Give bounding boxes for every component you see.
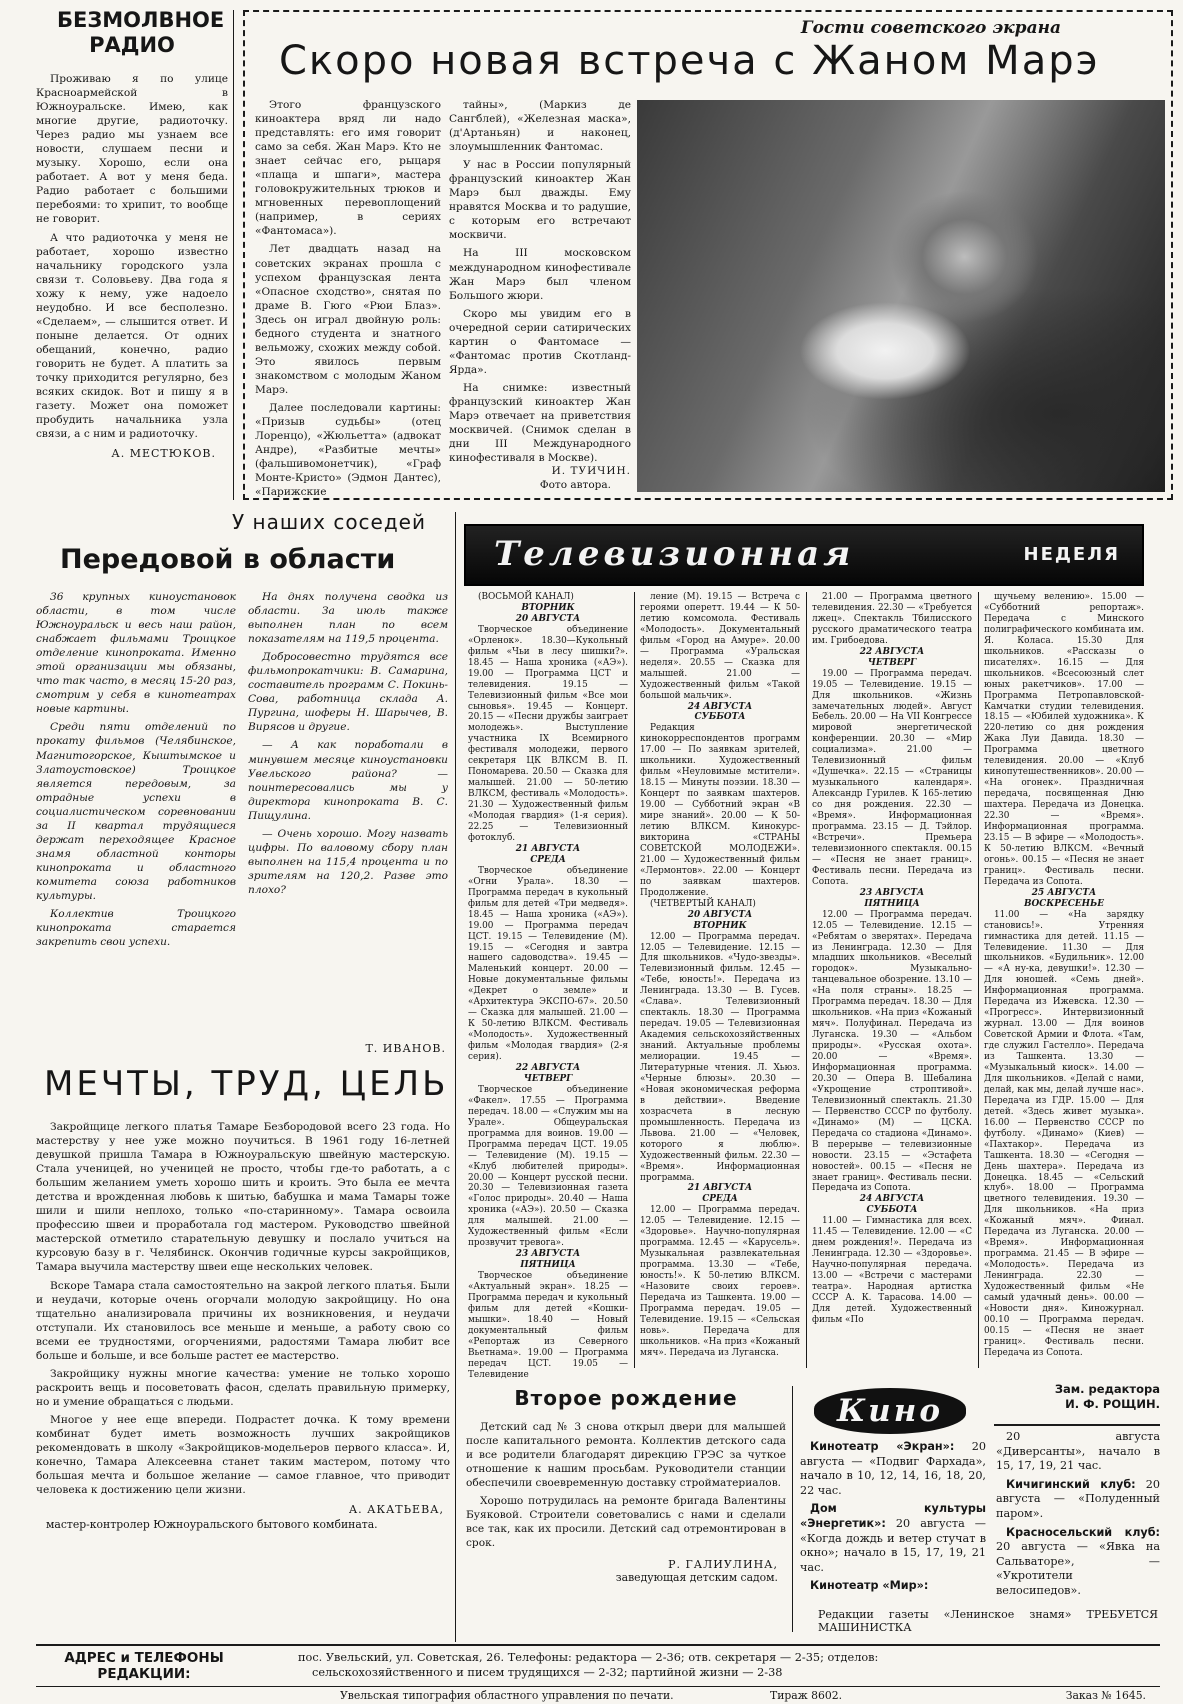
kino-venue: Кинотеатр «Экран»: [810, 1440, 955, 1453]
tv-program-listing: (ВОСЬМОЙ КАНАЛ) [478, 592, 574, 602]
tv-day-heading: ВТОРНИК [521, 602, 575, 613]
feature-paragraph: Скоро мы увидим его в очередной серии сатирических картин о Фантомасе — «Фантомас против Скотланд-Ярда». [449, 307, 631, 376]
dreams-paragraph: Вскоре Тамара стала самостоятельно на закрой легкого платья. Были и неудачи, которые очень огорчали молодую закройщицу. Но она тщательно анализировала причины их возникновения, и неудачи отступали. Их становилось все меньше и меньше, а работу свою со всеми ее трудностями, огорчениями, радостями Тамара любит все больше и больше, и все больше растет ее мастерство. [36, 1279, 450, 1362]
tv-program-listing: 11.00 — Гимнастика для всех. 11.45 — Телевидение. 12.00 — «С днем рождения!». Передача из Ленинграда. 12.30 — «Здоровье». Научно-популярная передача. 13.00 — «Встречи с мастерами театра». Народная артистка СССР А. К. Тарасова. 14.00 — Для детей. Художественный фильм «По [812, 1216, 972, 1325]
tv-day-heading: 21 АВГУСТА [687, 1183, 753, 1194]
radio-paragraph: А что радиоточка у меня не работает, хорошо известно начальнику городского узла связи т. Соловьеву. Два года я хожу к нему, уже надоело неудобно. И все бесполезно. «Сделаем», — слышится ответ. И поныне делается. От одних обещаний, конечно, радио говорить не будет. А платить за точку приходится регулярно, без всяких скидок. Вот и пишу я в газету. Может она поможет пробудить начальника узла связи, а с ним и радиоточку. [36, 231, 228, 441]
neighbors-paragraph: 36 крупных киноустановок области, в том числе Южноуральск и весь наш район, снабжает фильмами Троицкое отделение кинопроката. Именно этой организации мы обязаны, что так часто, в месяц 15-20 раз, смотрим у себя в кинотеатрах новые картины. [36, 591, 236, 716]
tv-day-heading: СУББОТА [694, 712, 746, 723]
neighbors-column-2 [248, 590, 448, 1044]
kino-listing [996, 1526, 1160, 1599]
rebirth-paragraph: Хорошо потрудилась на ремонте бригада Валентины Буяковой. Строители советовались с нами и сделали все так, как их просили. Детский сад отремонтирован в срок. [466, 1495, 786, 1550]
feature-signature-block [449, 464, 631, 496]
footer-contacts-line-1: пос. Увельский, ул. Советская, 26. Телефоны: редактора — 2-36; отв. секретаря — 2-35; отделов: [298, 1651, 879, 1664]
dreams-paragraph: Закройщику нужны многие качества: умение не только хорошо раскроить вещь и посоветовать фасон, сделать правильную примерку, но и умение обращаться с людьми. [36, 1367, 450, 1408]
rebirth-signature: Р. ГАЛИУЛИНА, [668, 1558, 778, 1572]
kino-showtimes: 20 августа «Диверсанты», начало в 15, 17, 19, 21 час. [996, 1430, 1160, 1473]
tv-day-heading: СРЕДА [702, 1194, 738, 1205]
tv-program-listing: 19.00 — Программа передач. 19.05 — Телевидение. 19.15 — Для школьников. «Жизнь замечательных людей». Август Бебель. 20.00 — На VII Конгрессе мировой энергетической конференции. 20.30 — «Мир социализма». 21.00 — Телевизионный фильм «Душечка». 22.15 — «Страницы музыкального календаря». Александр Гурилев. К 165-летию со дня рождения. 22.30 — «Время». Информационная программа. 23.15 — Д. Тэйлор. «Встречи». Премьера телевизионного спектакля. 00.15 — «Песня не знает границ». Фестиваль песни. Передача из Сопота. [812, 668, 972, 887]
tv-day-heading: ВОСКРЕСЕНЬЕ [1023, 898, 1105, 909]
neighbors-headline: Передовой в области [60, 544, 396, 575]
tv-day-heading: 22 АВГУСТА [515, 1062, 581, 1073]
radio-article [36, 8, 228, 496]
tv-schedule [468, 592, 1158, 1380]
tv-program-listing: Творческое объединение «Факел». 17.55 — Программа передач. 18.00 — «Служим мы на Урале». Общеуральская программа для воинов. 19.00 — Программа передач ЦСТ. 19.05 — Телевидение (М). 19.15 — «Клуб любителей природы». 20.00 — Концерт русской песни. 20.30 — Телевизионная газета «Голос природы». 20.40 — Наша хроника («АЭ»). 20.50 — Сказка для малышей. 21.00 — Художественный фильм «Если прозвучит тревога». [468, 1084, 628, 1249]
tv-day-heading: СУББОТА [866, 1205, 918, 1216]
radio-article-body [36, 72, 228, 441]
kino-column-2 [996, 1430, 1160, 1604]
dreams-body [36, 1120, 450, 1497]
neighbors-column-1 [36, 590, 236, 1044]
tv-day-heading: ПЯТНИЦА [520, 1260, 576, 1271]
rebirth-headline: Второе рождение [514, 1386, 738, 1410]
kino-showtimes: 20 августа — «Подвиг Фархада», начало в 10, 12, 14, 16, 18, 20, 22 час. [800, 1440, 986, 1497]
tv-program-listing: 12.00 — Программа передач. 12.05 — Телевидение. 12.15 — Для школьников. «Чудо-звезды». Телевизионный фильм. 12.45 — «Тебе, юность!». Передача из Ленинграда. 13.30 — В. Гусев. «Слава». Телевизионный спектакль. 18.30 — Программа передач. 19.05 — Телевизионная Академия сельскохозяйственных знаний. Актуальные проблемы мелиорации. 19.45 — Литературные чтения. Л. Хьюз. «Черные блюзы». 20.30 — «Новая экономическая реформа в действии». Введение хозрасчета в лесную промышленность. Передача из Львова. 21.00 — «Человек, которого я люблю». Художественный фильм. 22.30 — «Время». Информационная программа. [640, 931, 800, 1183]
tv-column [812, 592, 972, 1368]
tv-day-heading: 24 АВГУСТА [687, 701, 753, 712]
tv-program-listing: Редакция кинокорреспондентов программ 17.00 — По заявкам зрителей, школьники. Художественный фильм «Неуловимые мстители». 18.15 — Минуты поэзии. 18.30 — Концерт по заявкам шахтеров. 19.00 — Субботний экран «В мире знаний». 20.00 — К 50-летию ВЛКСМ. Кинокурс-викторина «СТРАНЫ СОВЕТСКОЙ МОЛОДЕЖИ». 21.00 — Художественный фильм «Лермонтов». 22.00 — Концерт по заявкам шахтеров. Продолжение. [640, 723, 800, 898]
dreams-paragraph: Закройщице легкого платья Тамаре Безбородовой всего 23 года. Но мастерству у нее уже можно поучиться. В 1961 году 16-летней девушкой пришла Тамара в Южноуральскую швейную мастерскую. Стала ученицей, но ученицей не просто, чтобы где-то работать, а с большим желанием уметь хорошо шить и кроить. Это была ее мечта детства и врожденная любовь к шитью, бабушка и мама Тамары тоже шили и шили неплохо, только «по-старинному». Тамара освоила профессию швеи и проработала год мастером. Руководство швейной мастерской отметило старательную девушку и послало учиться на курсовую базу в г. Челябинск. Окончив годичные курсы закройщиков, Тамара выучила мастерству швеи еще нескольких человек. [36, 1121, 450, 1274]
tv-day-heading: 22 АВГУСТА [859, 646, 925, 657]
tv-column [468, 592, 628, 1380]
radio-article-title: БЕЗМОЛВНОЕ РАДИО [57, 8, 225, 57]
tv-program-listing: щучьему велению». 15.00 — «Субботний репортаж». Передача с Минского полиграфического комбината им. Я. Коласа. 15.30 Для школьников. «Рассказы о писателях». 16.15 — Для школьников. «Всесоюзный слет юных ракетчиков». 17.00 — Программа Петропавловской-Камчатки студии телевидения. 18.15 — «Юбилей художника». К 220-летию со дня рождения Жака Луи Давида. 18.30 — Программа цветного телевидения. 20.00 — «Клуб кинопутешественников». 20.00 — «На огонек». Праздничная передача, посвященная Дню шахтера. Передача из Донецка. 22.30 — «Время». Информационная программа. 23.15 — В эфире — «Молодость». К 50-летию ВЛКСМ. «Вечный огонь». 00.15 — «Песня не знает границ». Фестиваль песни. Передача из Сопота. [984, 592, 1145, 887]
dreams-signature: А. АКАТЬЕВА, [348, 1503, 444, 1517]
editor-title: Зам. редактора [1054, 1382, 1160, 1396]
footer-label-line-2: РЕДАКЦИИ: [97, 1666, 191, 1682]
tv-program-listing: Творческое объединение «Актуальный экран». 18.25 — Программа передач и кукольный фильм для детей «Кошки-мышки». 18.40 — Новый документальный фильм «Репортаж из Северного Вьетнама». 19.00 — Программа передач ЦСТ. 19.05 — Телевидение [468, 1271, 628, 1380]
feature-column-1 [255, 98, 441, 499]
tv-day-heading: ПЯТНИЦА [864, 898, 920, 909]
kino-listing [996, 1478, 1160, 1522]
radio-paragraph: Проживаю я по улице Красноармейской в Южноуральске. Имею, как многие другие, радиоточку. Через радио мы узнаем все новости, слушаем песни и музыку. Хорошо, если она работает. А вот у меня беда. Радио работает с большими перебоями: то хрипит, то вообще не говорит. [36, 73, 228, 226]
tv-day-heading: 20 АВГУСТА [515, 613, 581, 624]
kino-venue: Кичигинский клуб: [1006, 1477, 1136, 1491]
neighbors-paragraph: — А как поработали в минувшем месяце киноустановки Увельского района? — поинтересовались мы у директора кинопроката В. С. Пищулина. [248, 739, 448, 822]
footer-contacts [298, 1650, 1158, 1684]
footer-circulation: Тираж 8602. [770, 1689, 843, 1702]
footer-imprint [340, 1688, 1160, 1704]
tv-column-divider [806, 592, 807, 1368]
kino-venue: Красносельский клуб: [1006, 1525, 1160, 1539]
tv-day-heading: 23 АВГУСТА [859, 887, 925, 898]
kino-venue: Дом культуры «Энергетик»: [800, 1502, 986, 1530]
feature-paragraph: На снимке: известный французский киноактер Жан Марэ отвечает на приветствия москвичей. (Снимок сделан в дни III Международного кинофестиваля в Москве). [449, 381, 631, 465]
kino-venue: Кинотеатр «Мир»: [810, 1579, 929, 1593]
jean-marais-photo [637, 100, 1165, 492]
neighbors-paragraph: Среди пяти отделений по прокату фильмов (Челябинское, Магнитогорское, Кыштымское и Златоустовское) Троицкое является передовым, за отрадные успехи в социалистическом соревновании за II квартал трудящиеся держат переходящее Красное знамя областной конторы кинопроката и областного комитета союза работников культуры. [36, 721, 236, 902]
rebirth-signature-role: заведующая детским садом. [615, 1571, 778, 1585]
editor-block [996, 1382, 1160, 1422]
footer-bottom-rule [36, 1686, 1160, 1687]
kino-logo-text: Кино [836, 1393, 943, 1429]
tv-day-heading: 24 АВГУСТА [859, 1194, 925, 1205]
feature-paragraph: Лет двадцать назад на советских экранах прошла с успехом французская лента «Опасное сходство», снятая по драме В. Гюго «Рюи Блаз». Здесь он играл двойную роль: бедного студента и знатного вельможу, схожих между собой. Это явилось первым знакомством с молодым Жаном Марэ. [255, 243, 441, 396]
tv-day-heading: 25 АВГУСТА [1031, 887, 1097, 898]
tv-week-banner-suffix: НЕДЕЛЯ [1023, 544, 1120, 565]
kino-showtimes: 20 августа — «Явка на Сальваторе», — «Укротители велосипедов». [996, 1540, 1160, 1597]
tv-program-listing: 11.00 — «На зарядку становись!». Утренняя гимнастика для детей. 11.15 — Телевидение. 11.30 — Для школьников. «Будильник». 12.00 — «А ну-ка, девушки!». 12.30 — Для юношей. «Семь дней». Информационная программа. Передача из Ижевска. 12.30 — «Прогресс». Интервизионный журнал. 13.00 — Для воинов Советской Армии и Флота. «Там, где служил Гастелло». Передача из Ташкента. 13.30 — «Музыкальный киоск». 14.00 — Для школьников. «Делай с нами, делай, как мы, делай лучше нас». Передача из ГДР. 15.00 — Для детей. «Здесь живет музыка». 16.00 — Первенство СССР по футболу. «Динамо» (Киев) — «Пахтакор». Передача из Ташкента. 18.30 — «Сегодня — День шахтера». Передача из Донецка. 18.45 — «Сельский клуб». 18.00 — Программа цветного телевидения. 19.30 — Для школьников. «На приз «Кожаный мяч». Финал. Передача из Луганска. 20.00 — «Время». Информационная программа. 21.45 — В эфире — «Молодость». Передача из Ленинграда. 22.30 — Художественный фильм «Не самый удачный день». 00.00 — «Новости дня». Киножурнал. 00.10 — Программа передач. 00.15 — «Песня не знает границ». Фестиваль песни. Передача из Сопота. [984, 909, 1144, 1358]
tv-program-listing: 12.00 — Программа передач. 12.05 — Телевидение. 12.15 — «Здоровье». Научно-популярная программа. 12.45 — «Карусель». Музыкальная развлекательная программа. 13.30 — «Тебе, юность!». К 50-летию ВЛКСМ. «Назовите своих героев». Передача из Ташкента. 19.00 — Программа передач. 19.05 — Телевидение. 19.15 — «Сельская новь». Передача для школьников. «На приз «Кожаный мяч». Передача из Луганска. [640, 1205, 800, 1358]
divider-editor [994, 1424, 1160, 1426]
kino-column-1 [800, 1440, 986, 1606]
feature-paragraph: У нас в России популярный французский киноактер Жан Марэ был дважды. Ему нравятся Москва и то радушие, с которым его встречают москвичи. [449, 159, 631, 242]
feature-headline: Скоро новая встреча с Жаном Марэ [279, 38, 1100, 84]
neighbors-paragraph: На днях получена сводка из области. За июль также выполнен план по всем показателям на 119,5 процента. [248, 591, 448, 646]
footer-order: Заказ № 1645. [1065, 1689, 1146, 1702]
tv-day-heading: ЧЕТВЕРГ [523, 1073, 573, 1084]
kino-listing [800, 1502, 986, 1575]
footer-label [44, 1650, 244, 1686]
dreams-headline: МЕЧТЫ, ТРУД, ЦЕЛЬ [44, 1064, 449, 1104]
neighbors-rubric: У наших соседей [231, 510, 426, 534]
tv-day-heading: 21 АВГУСТА [515, 843, 581, 854]
radio-article-signature: А. МЕСТЮКОВ. [111, 447, 216, 461]
tv-program-listing: 12.00 — Программа передач. 12.05 — Телевидение. 12.15 — «Ребятам о зверятах». Передача из Ленинграда. 12.30 — Для младших школьников. «Веселый городок». Музыкально-танцевальное обозрение. 13.10 — «На поля страны». 18.25 — Программа передач. 18.30 — Для школьников. «На приз «Кожаный мяч». Полуфинал. Передача из Луганска. 19.30 — «Альбом природы». «Русская охота». 20.00 — «Время». Информационная программа. 20.30 — Опера В. Шебалина «Укрощение строптивой». Телевизионный спектакль. 21.30 — Первенство СССР по футболу. «Динамо» (М) — ЦСКА. Передача со стадиона «Динамо». В перерыве — телевизионные новости. 23.15 — «Эстафета новостей». 00.15 — «Песня не знает границ». Фестиваль песни. Передача из Сопота. [812, 909, 972, 1194]
rebirth-body [466, 1420, 786, 1550]
tv-program-listing: ление (М). 19.15 — Встреча с героями оперетт. 19.44 — К 50-летию комсомола. Фестиваль «Молодость». Документальный фильм «Город на Амуре». 20.00 — Программа «Уральская неделя». 20.55 — Сказка для малышей. 21.00 — Художественный фильм «Такой большой мальчик». [640, 592, 800, 701]
kino-listing [800, 1579, 986, 1594]
dreams-signature-role: мастер-контролер Южноуральского бытового комбината. [46, 1518, 378, 1532]
tv-program-listing: 21.00 — Программа цветного телевидения. 22.30 — «Требуется лжец». Спектакль Тбилисского русского драматического театра им. Грибоедова. [812, 592, 972, 646]
neighbors-article [36, 510, 450, 1058]
footer-label-line-1: АДРЕС и ТЕЛЕФОНЫ [64, 1650, 224, 1666]
tv-program-listing: Творческое объединение «Орленок». 18.30—Кукольный фильм «Чьи в лесу шишки?». 18.45 — Наша хроника («АЭ»). 19.00 — Программа ЦСТ и телевидения. 19.15 — Телевизионный фильм «Все мои сыновья». 19.45 — Концерт. 20.15 — «Песни дружбы заиграет молодежь». Выступление участника IX Всемирного фестиваля молодежи, первого секретаря ЦК ВЛКСМ В. П. Пономарева. 20.50 — Сказка для малышей. 21.00 — 50-летию ВЛКСМ, фестиваль «Молодость». 21.30 — Художественный фильм «Молодая гвардия» (1-я серия). 22.25 — Телевизионный фотоклуб. [468, 624, 628, 843]
jean-marais-feature [243, 10, 1173, 500]
neighbors-paragraph: Добросовестно трудятся все фильмопрокатчики: В. Самарина, составитель программ С. Покинь-Сова, работница склада А. Пургина, шоферы Н. Шарычев, В. Вирясов и другие. [248, 651, 448, 734]
tv-day-heading: ЧЕТВЕРГ [867, 657, 917, 668]
rebirth-paragraph: Детский сад № 3 снова открыл двери для малышей после капитального ремонта. Коллектив детского сада и все родители благодарят дирекцию ГРЭС за чуткое отношение к нашим просьбам. Руководители станции обеспечили своевременную доставку стройматериалов. [466, 1421, 786, 1490]
tv-column [984, 592, 1144, 1368]
tv-week-banner [464, 524, 1144, 586]
kino-showtimes: 20 августа — «Когда дождь и ветер стучат в окно»; начало в 15, 17, 19, 21 час. [800, 1516, 986, 1574]
tv-column-divider [634, 592, 635, 1368]
dreams-article [36, 1064, 450, 1642]
tv-week-banner-title: Телевизионная [494, 534, 855, 574]
footer-top-rule [36, 1644, 1160, 1646]
feature-signature: И. ТУИЧИН. [551, 465, 631, 477]
neighbors-paragraph: — Очень хорошо. Могу назвать цифры. По валовому сбору план выполнен на 115,4 процента и по зрителям на 120,2. Разве это плохо? [248, 827, 448, 896]
neighbors-paragraph: Коллектив Троицкого кинопроката старается закрепить свои успехи. [36, 908, 236, 949]
feature-paragraph: На III московском международном кинофестивале Жан Марэ был членом Большого жюри. [449, 247, 631, 302]
feature-paragraph: Этого французского киноактера вряд ли надо представлять: его имя говорит само за себя. Жан Марэ. Кто не знает сейчас его, рыцаря «плаща и шпаги», мастера головокружительных трюков и мгновенных перевоплощений (например, в сериях «Фантомаса»). [255, 99, 441, 238]
tv-column-divider [978, 592, 979, 1368]
tv-day-heading: 23 АВГУСТА [515, 1249, 581, 1260]
kino-showtimes: 20 августа — «Полуденный паром». [996, 1477, 1160, 1520]
footer-printer: Увельская типография областного управления по печати. [340, 1689, 674, 1702]
kino-logo [814, 1388, 966, 1434]
tv-day-heading: 20 АВГУСТА [687, 909, 753, 920]
kino-listing [800, 1440, 986, 1498]
footer-contacts-line-2: сельскохозяйственного и писем трудящихся — 2-32; партийной жизни — 2-38 [312, 1666, 783, 1679]
typist-notice: Редакции газеты «Ленинское знамя» ТРЕБУЕТСЯ МАШИНИСТКА [818, 1608, 1158, 1634]
feature-photo-credit: Фото автора. [539, 479, 611, 491]
divider-rebirth-vertical [792, 1386, 793, 1632]
neighbors-signature: Т. ИВАНОВ. [365, 1042, 446, 1055]
divider-left-vertical [233, 10, 234, 500]
editor-name: И. Ф. РОЩИН. [1065, 1397, 1160, 1411]
feature-rubric: Гости советского экрана [800, 18, 1061, 38]
rebirth-article [466, 1386, 786, 1632]
kino-listing [996, 1430, 1160, 1474]
divider-middle-vertical [455, 512, 456, 1642]
dreams-paragraph: Многое у нее еще впереди. Подрастет дочка. К тому времени комбинат будет иметь возможность лучших закройщиков рекомендовать в школу «Закройщиков-модельеров первого класса». И, конечно, Тамара Алексеевна станет таким мастером, потому что большая мечта и большое желание — самое главное, что приводит человека к достижению цели жизни. [36, 1413, 450, 1497]
tv-day-heading: ВТОРНИК [693, 920, 747, 931]
feature-paragraph: Далее последовали картины: «Призыв судьбы» (отец Лоренцо), «Жюльетта» (адвокат Андре), «Разбитые мечты» (фальшивомонетчик), «Граф Монте-Кристо» (Эдмон Дантес), «Парижские [255, 401, 441, 499]
tv-program-listing: (ЧЕТВЕРТЫЙ КАНАЛ) [650, 898, 756, 909]
feature-column-2 [449, 98, 631, 492]
tv-column [640, 592, 800, 1368]
feature-paragraph: тайны», (Маркиз де Сангблей), «Железная маска», (д'Артаньян) и наконец, злоумышленник Фантомас. [449, 99, 631, 154]
tv-program-listing: Творческое объединение «Огни Урала». 18.30 — Программа передач в кукольный фильм для детей «Три медведя». 18.45 — Наша хроника («АЭ»). 19.00 — Программа передач ЦСТ. 19.15 — Телевидение (М). 19.15 — «Сегодня и завтра нашего садоводства». 19.45 — Маленький концерт. 20.00 — Новые документальные фильмы «Декрет о земле» и «Архитектура ЭКСПО-67». 20.50 — Сказка для малышей. 21.00 — К 50-летию ВЛКСМ. Фестиваль «Молодость». Художественный фильм «Молодая гвардия» (2-я серия). [468, 865, 628, 1063]
tv-day-heading: СРЕДА [530, 854, 566, 865]
